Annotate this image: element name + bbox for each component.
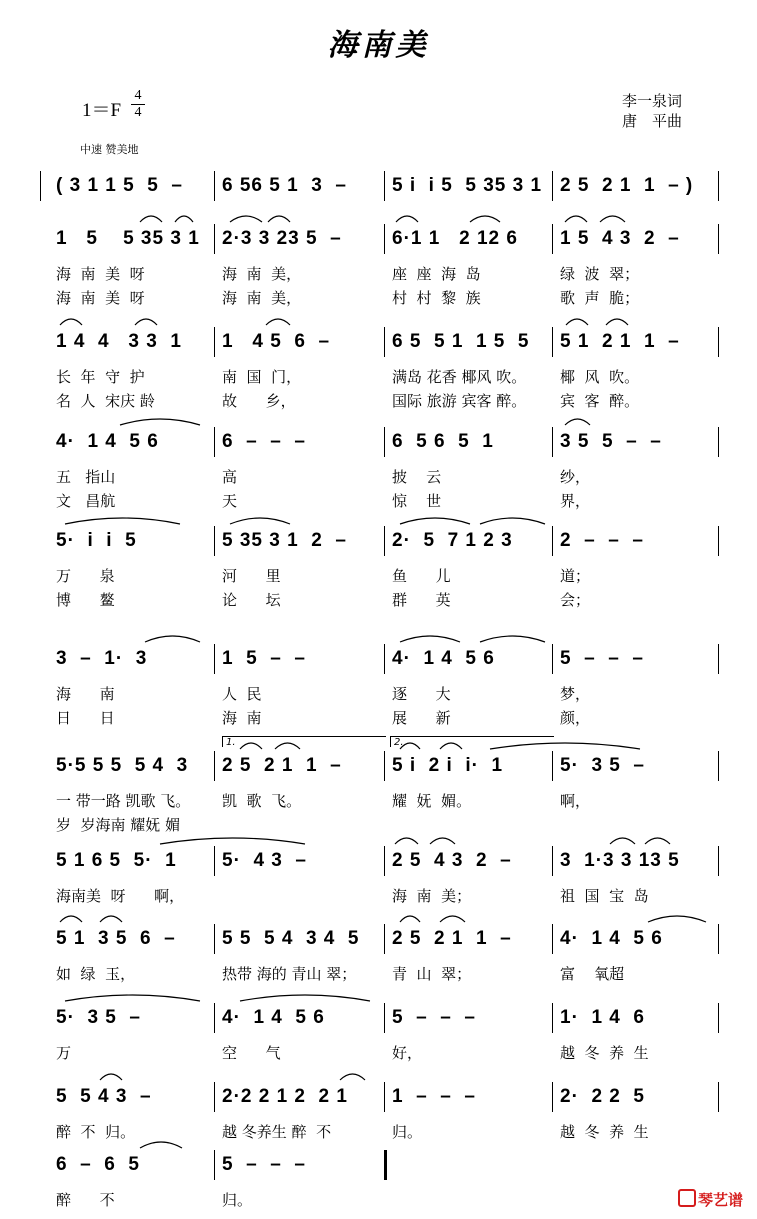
music-line xyxy=(0,847,757,875)
lyric-segment: 鱼 儿 xyxy=(392,567,451,585)
lyric-segment: 椰 风 吹。 xyxy=(560,368,640,386)
measure: 5· i i 5 xyxy=(56,530,137,551)
music-line xyxy=(0,527,757,555)
measure: 4· 1 4 5 6 xyxy=(222,1007,325,1028)
bar-line xyxy=(552,327,553,357)
bar-line xyxy=(718,1082,719,1112)
slur xyxy=(120,419,200,425)
bar-line xyxy=(384,526,385,556)
lyric-segment: 文 昌航 xyxy=(56,492,116,510)
slur xyxy=(340,1074,365,1080)
tempo-marking: 中速 赞美地 xyxy=(80,143,139,156)
measure: 5 1 6 5 5· 1 xyxy=(56,850,177,871)
lyric-segment: 界， xyxy=(560,492,591,510)
bar-line xyxy=(718,846,719,876)
slur xyxy=(430,838,455,844)
measure: 4· 1 4 5 6 xyxy=(56,431,159,452)
slur xyxy=(140,216,162,222)
bar-line xyxy=(718,327,719,357)
bar-line xyxy=(384,846,385,876)
slur xyxy=(400,636,460,642)
lyric-segment: 富 氧超 xyxy=(560,965,625,983)
measure: 5 – – – xyxy=(222,1154,306,1175)
lyric-segment: 人 民 xyxy=(222,685,262,703)
volta-first: 1. xyxy=(222,736,386,747)
bar-line xyxy=(384,924,385,954)
bar-line xyxy=(552,751,553,781)
measure: 6 – – – xyxy=(222,431,306,452)
lyric-segment: 越 冬 养 生 xyxy=(560,1044,649,1062)
measure: 6 56 5 1 3 – xyxy=(222,175,347,196)
lyric-segment: 博 鳌 xyxy=(56,591,115,609)
slur xyxy=(400,518,470,524)
lyric-segment: 醉 不 xyxy=(56,1191,115,1209)
bar-line xyxy=(214,846,215,876)
measure: 2 5 2 1 1 – xyxy=(392,928,512,949)
music-line xyxy=(0,1151,757,1179)
volta-second: 2. xyxy=(390,736,554,747)
slur xyxy=(480,636,545,642)
measure: 5 5 4 3 – xyxy=(56,1086,152,1107)
lyric-segment: 河 里 xyxy=(222,567,281,585)
lyric-segment: 祖 国 宝 岛 xyxy=(560,887,649,905)
logo-icon xyxy=(678,1189,696,1207)
time-signature xyxy=(131,88,145,121)
slur xyxy=(60,916,82,922)
lyric-segment: 天 xyxy=(222,492,238,510)
lyric-segment: 好， xyxy=(392,1044,423,1062)
lyric-line xyxy=(0,287,757,309)
slur xyxy=(65,518,180,524)
lyric-segment: 越 冬养生 醉 不 xyxy=(222,1123,332,1141)
lyric-line xyxy=(0,885,757,907)
lyric-segment: 海 南 美 呀 xyxy=(56,265,145,283)
measure: 5 i i 5 5 35 3 1 xyxy=(392,175,543,196)
bar-line xyxy=(384,327,385,357)
slur xyxy=(60,319,82,325)
slur xyxy=(135,319,157,325)
slur xyxy=(240,995,370,1001)
measure: 2 5 4 3 2 – xyxy=(392,850,512,871)
lyric-segment: 醉 不 归。 xyxy=(56,1123,136,1141)
lyric-segment: 海 南 xyxy=(222,709,262,727)
lyric-segment: 群 英 xyxy=(392,591,451,609)
bar-line xyxy=(552,644,553,674)
bar-line xyxy=(40,171,41,201)
lyric-segment: 空 气 xyxy=(222,1044,281,1062)
lyric-segment: 凯 歌 飞。 xyxy=(222,792,302,810)
measure: 1 4 4 3 3 1 xyxy=(56,331,182,352)
slur xyxy=(230,216,262,222)
lyric-line xyxy=(0,466,757,488)
lyric-segment: 论 坛 xyxy=(222,591,281,609)
lyric-segment: 一 带一路 凯歌 飞。 xyxy=(56,792,191,810)
bar-line xyxy=(552,924,553,954)
bar-line xyxy=(552,846,553,876)
slur xyxy=(606,319,628,325)
music-line xyxy=(0,172,757,200)
slur xyxy=(100,1074,122,1080)
lyric-segment: 海 南 美； xyxy=(392,887,472,905)
measure: 5· 4 3 – xyxy=(222,850,307,871)
slur xyxy=(565,419,590,425)
bar-line xyxy=(214,526,215,556)
lyric-segment: 国际 旅游 宾客 醉。 xyxy=(392,392,527,410)
bar-line xyxy=(552,171,553,201)
bar-line xyxy=(214,644,215,674)
lyric-segment: 逐 大 xyxy=(392,685,451,703)
slur xyxy=(648,916,706,922)
music-line xyxy=(0,645,757,673)
slur xyxy=(400,916,420,922)
slur xyxy=(566,319,588,325)
measure: 1 5 4 3 2 – xyxy=(560,228,680,249)
slur xyxy=(266,319,290,325)
measure: 4· 1 4 5 6 xyxy=(392,648,495,669)
bar-line xyxy=(718,924,719,954)
lyric-segment: 满岛 花香 椰风 吹。 xyxy=(392,368,527,386)
measure: 5· 3 5 – xyxy=(56,1007,141,1028)
lyric-line xyxy=(0,1042,757,1064)
bar-line xyxy=(214,751,215,781)
measure: 1· 1 4 6 xyxy=(560,1007,645,1028)
slur xyxy=(470,216,500,222)
bar-line xyxy=(718,427,719,457)
slur xyxy=(440,916,465,922)
measure: 5 1 2 1 1 – xyxy=(560,331,680,352)
watermark xyxy=(678,1189,743,1210)
lyric-segment: 热带 海的 青山 翠； xyxy=(222,965,357,983)
lyric-segment: 高 xyxy=(222,468,238,486)
lyric-segment: 海 南 美， xyxy=(222,265,302,283)
lyric-line xyxy=(0,490,757,512)
lyric-segment: 归。 xyxy=(222,1191,253,1209)
bar-line xyxy=(214,327,215,357)
measure: 5 5 5 4 3 4 5 xyxy=(222,928,360,949)
measure: 3 5 5 – – xyxy=(560,431,662,452)
measure: 1 5 5 35 3 1 xyxy=(56,228,200,249)
bar-line xyxy=(384,1082,385,1112)
bar-line xyxy=(384,751,385,781)
bar-line xyxy=(718,224,719,254)
bar-line xyxy=(384,427,385,457)
bar-line xyxy=(552,224,553,254)
lyric-line xyxy=(0,263,757,285)
measure: 1 4 5 6 – xyxy=(222,331,331,352)
lyric-segment: 青 山 翠； xyxy=(392,965,472,983)
lyricist-credit: 李一泉词 xyxy=(622,92,683,110)
measure: 1 – – – xyxy=(392,1086,476,1107)
bar-line xyxy=(214,224,215,254)
slur xyxy=(565,216,587,222)
key-signature: 1＝F xyxy=(82,100,122,121)
bar-line xyxy=(384,171,385,201)
slur xyxy=(600,216,625,222)
slur xyxy=(160,838,305,844)
lyric-segment: 五 指山 xyxy=(56,468,116,486)
music-line xyxy=(0,328,757,356)
lyric-segment: 颜， xyxy=(560,709,591,727)
slur xyxy=(100,916,122,922)
lyric-segment: 展 新 xyxy=(392,709,451,727)
bar-line xyxy=(214,1003,215,1033)
slur xyxy=(268,216,290,222)
bar-line xyxy=(384,1150,387,1180)
lyric-line xyxy=(0,814,757,836)
lyric-segment: 越 冬 养 生 xyxy=(560,1123,649,1141)
music-line xyxy=(0,752,757,780)
measure: 2· 5 7 1 2 3 xyxy=(392,530,513,551)
bar-line xyxy=(552,526,553,556)
lyric-line xyxy=(0,390,757,412)
measure: 2·3 3 23 5 – xyxy=(222,228,342,249)
measure: 2 5 2 1 1 – xyxy=(222,755,342,776)
slur xyxy=(396,216,418,222)
lyric-segment: 海 南 xyxy=(56,685,115,703)
lyric-segment: 啊， xyxy=(560,792,591,810)
watermark-text: 琴艺谱 xyxy=(698,1191,744,1209)
slur xyxy=(645,838,670,844)
lyric-segment: 歌 声 脆； xyxy=(560,289,640,307)
measure: 2 – – – xyxy=(560,530,644,551)
lyric-line xyxy=(0,1121,757,1143)
measure: 5·5 5 5 5 4 3 xyxy=(56,755,189,776)
lyric-segment: 日 日 xyxy=(56,709,115,727)
time-numerator: 4 xyxy=(131,88,145,105)
slur xyxy=(395,838,418,844)
lyric-line xyxy=(0,790,757,812)
lyric-segment: 惊 世 xyxy=(392,492,442,510)
bar-line xyxy=(384,1003,385,1033)
lyric-segment: 梦， xyxy=(560,685,591,703)
measure: ( 3 1 1 5 5 – xyxy=(56,175,183,196)
lyric-segment: 长 年 守 护 xyxy=(56,368,145,386)
bar-line xyxy=(718,171,719,201)
slur xyxy=(65,995,200,1001)
lyric-segment: 海南美 呀 啊， xyxy=(56,887,185,905)
lyric-segment: 万 泉 xyxy=(56,567,115,585)
lyric-segment: 宾 客 醉。 xyxy=(560,392,640,410)
bar-line xyxy=(552,427,553,457)
measure: 6 5 6 5 1 xyxy=(392,431,494,452)
bar-line xyxy=(384,644,385,674)
measure: 5 – – – xyxy=(560,648,644,669)
measure: 4· 1 4 5 6 xyxy=(560,928,663,949)
lyric-segment: 故 乡， xyxy=(222,392,296,410)
bar-line xyxy=(552,1082,553,1112)
measure: 1 5 – – xyxy=(222,648,306,669)
measure: 3 – 1· 3 xyxy=(56,648,148,669)
bar-line xyxy=(214,924,215,954)
bar-line xyxy=(552,1003,553,1033)
measure: 6 – 6 5 xyxy=(56,1154,140,1175)
bar-line xyxy=(214,1150,215,1180)
lyric-segment: 如 绿 玉， xyxy=(56,965,136,983)
composer-credit: 唐 平曲 xyxy=(622,112,683,130)
lyric-line xyxy=(0,707,757,729)
slur xyxy=(145,636,200,642)
bar-line xyxy=(214,427,215,457)
measure: 5· 3 5 – xyxy=(560,755,645,776)
lyric-segment: 纱， xyxy=(560,468,591,486)
lyric-segment: 南 国 门， xyxy=(222,368,302,386)
measure: 5 – – – xyxy=(392,1007,476,1028)
lyric-line xyxy=(0,1189,757,1211)
lyric-line xyxy=(0,366,757,388)
music-line xyxy=(0,1083,757,1111)
bar-line xyxy=(214,171,215,201)
slur xyxy=(175,216,193,222)
lyric-segment: 万 xyxy=(56,1044,72,1062)
lyric-line xyxy=(0,963,757,985)
lyric-segment: 名 人 宋庆 龄 xyxy=(56,392,155,410)
music-line xyxy=(0,925,757,953)
bar-line xyxy=(718,751,719,781)
measure: 3 1·3 3 13 5 xyxy=(560,850,680,871)
lyric-line xyxy=(0,589,757,611)
lyric-line xyxy=(0,683,757,705)
lyric-segment: 岁 岁海南 耀妩 媚 xyxy=(56,816,181,834)
measure: 2·2 2 1 2 2 1 xyxy=(222,1086,348,1107)
lyric-segment: 海 南 美， xyxy=(222,289,302,307)
measure: 6 5 5 1 1 5 5 xyxy=(392,331,530,352)
music-line xyxy=(0,428,757,456)
bar-line xyxy=(718,1003,719,1033)
measure: 5 i 2 i i· 1 xyxy=(392,755,504,776)
bar-line xyxy=(214,1082,215,1112)
measure: 2· 2 2 5 xyxy=(560,1086,645,1107)
bar-line xyxy=(718,526,719,556)
lyric-segment: 会； xyxy=(560,591,591,609)
measure: 5 1 3 5 6 – xyxy=(56,928,176,949)
lyric-segment: 绿 波 翠； xyxy=(560,265,640,283)
lyric-segment: 村 村 黎 族 xyxy=(392,289,481,307)
lyric-segment: 归。 xyxy=(392,1123,423,1141)
lyric-segment: 披 云 xyxy=(392,468,442,486)
measure: 5 35 3 1 2 – xyxy=(222,530,347,551)
slur xyxy=(610,838,635,844)
time-denominator: 4 xyxy=(134,105,142,120)
slur xyxy=(230,518,290,524)
measure: 2 5 2 1 1 – ) xyxy=(560,175,694,196)
lyric-segment: 道； xyxy=(560,567,591,585)
song-title: 海南美 xyxy=(327,28,430,63)
lyric-line xyxy=(0,565,757,587)
slur xyxy=(480,518,545,524)
bar-line xyxy=(384,224,385,254)
music-line xyxy=(0,225,757,253)
lyric-segment: 海 南 美 呀 xyxy=(56,289,145,307)
measure: 6·1 1 2 12 6 xyxy=(392,228,518,249)
music-line xyxy=(0,1004,757,1032)
bar-line xyxy=(718,644,719,674)
lyric-segment: 耀 妩 媚。 xyxy=(392,792,472,810)
lyric-segment: 座 座 海 岛 xyxy=(392,265,481,283)
